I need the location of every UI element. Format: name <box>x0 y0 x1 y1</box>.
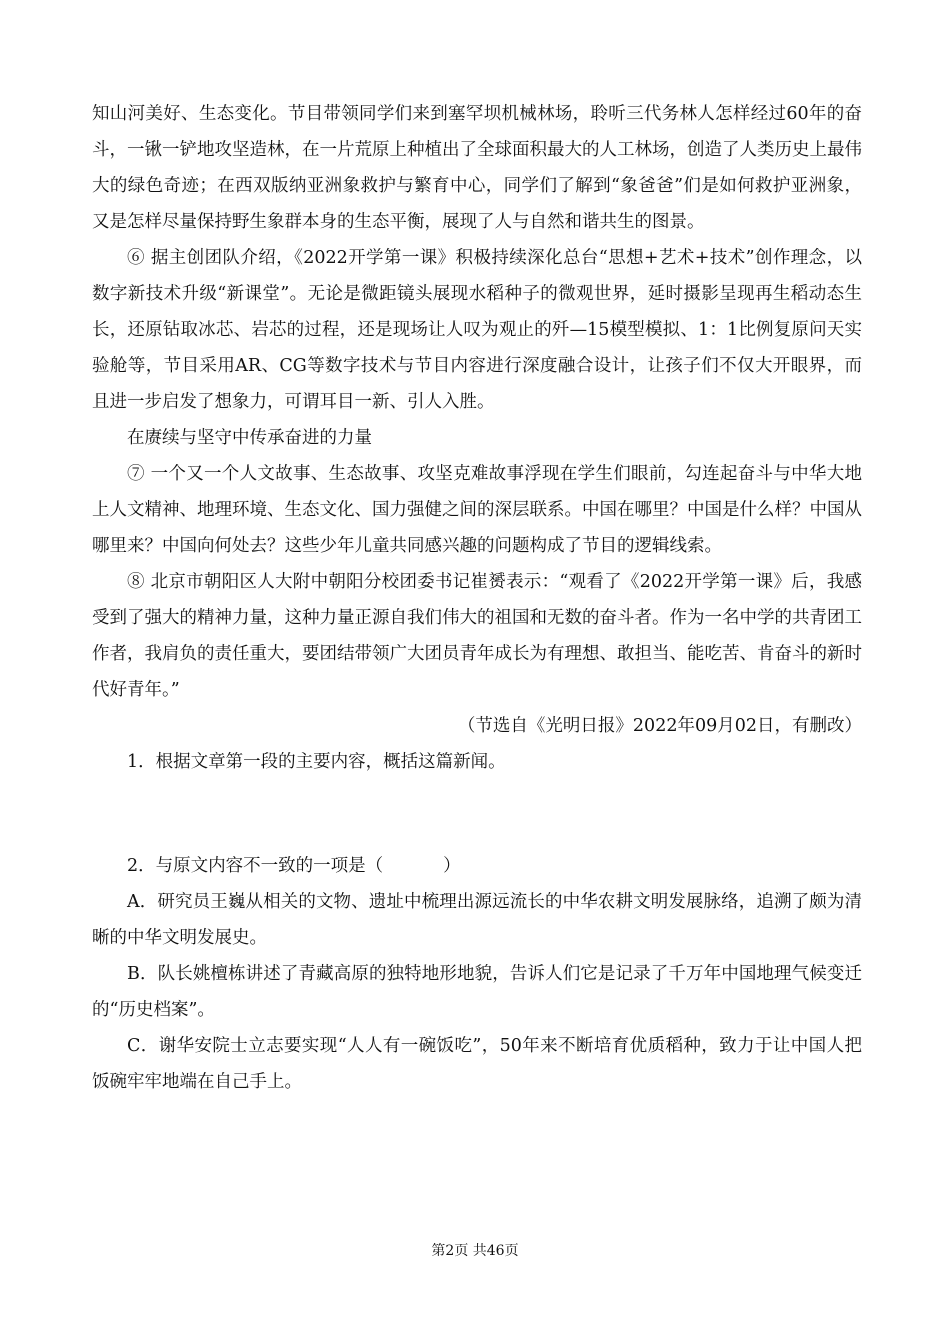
paragraph-7: ⑦ 一个又一个人文故事、生态故事、攻坚克难故事浮现在学生们眼前，勾连起奋斗与中华大地上人文精神、地理环境、生态文化、国力强健之间的深层联系。中国在哪里？中国是什么样？中国从哪里来？中国向何处去？这些少年儿童共同感兴趣的问题构成了节目的逻辑线索。 <box>92 464 862 556</box>
option-b: B．队长姚檀栋讲述了青藏高原的独特地形地貌，告诉人们它是记录了千万年中国地理气候变迁的“历史档案”。 <box>92 964 862 1020</box>
option-c: C．谢华安院士立志要实现“人人有一碗饭吃”，50年来不断培育优质稻种，致力于让中国人把饭碗牢牢地端在自己手上。 <box>92 1036 862 1092</box>
paragraph-5-continued: 知山河美好、生态变化。节目带领同学们来到塞罕坝机械林场，聆听三代务林人怎样经过60年的奋斗，一锹一铲地攻坚造林，在一片荒原上种植出了全球面积最大的人工林场，创造了人类历史上最伟大的绿色奇迹；在西双版纳亚洲象救护与繁育中心，同学们了解到“象爸爸”们是如何救护亚洲象，又是怎样尽量保持野生象群本身的生态平衡，展现了人与自然和谐共生的图景。 <box>92 104 862 232</box>
page-footer: 第2页 共46页 <box>431 1243 519 1259</box>
document-page <box>92 96 862 1100</box>
question-2-stem: 2．与原文内容不一致的一项是（ <box>127 856 384 876</box>
answer-space <box>92 780 862 848</box>
question-2 <box>92 848 862 884</box>
question-2-close: ） <box>443 856 461 876</box>
question-1: 1．根据文章第一段的主要内容，概括这篇新闻。 <box>127 752 506 772</box>
article-source: （节选自《光明日报》2022年09月02日，有删改） <box>457 716 862 736</box>
section-subheading: 在赓续与坚守中传承奋进的力量 <box>127 428 372 448</box>
paragraph-8: ⑧ 北京市朝阳区人大附中朝阳分校团委书记崔赟表示：“观看了《2022开学第一课》后，我感受到了强大的精神力量，这种力量正源自我们伟大的祖国和无数的奋斗者。作为一名中学的共青团工作者，我肩负的责任重大，要团结带领广大团员青年成长为有理想、敢担当、能吃苦、肯奋斗的新时代好青年。” <box>92 572 862 700</box>
option-a: A．研究员王巍从相关的文物、遗址中梳理出源远流长的中华农耕文明发展脉络，追溯了颇为清晰的中华文明发展史。 <box>92 892 862 948</box>
paragraph-6: ⑥ 据主创团队介绍，《2022开学第一课》积极持续深化总台“思想+艺术+技术”创作理念，以数字新技术升级“新课堂”。无论是微距镜头展现水稻种子的微观世界，延时摄影呈现再生稻动态生长，还原钻取冰芯、岩芯的过程，还是现场让人叹为观止的歼—15模型模拟、1：1比例复原问天实验舱等，节目采用AR、CG等数字技术与节目内容进行深度融合设计，让孩子们不仅大开眼界，而且进一步启发了想象力，可谓耳目一新、引人入胜。 <box>92 248 862 412</box>
